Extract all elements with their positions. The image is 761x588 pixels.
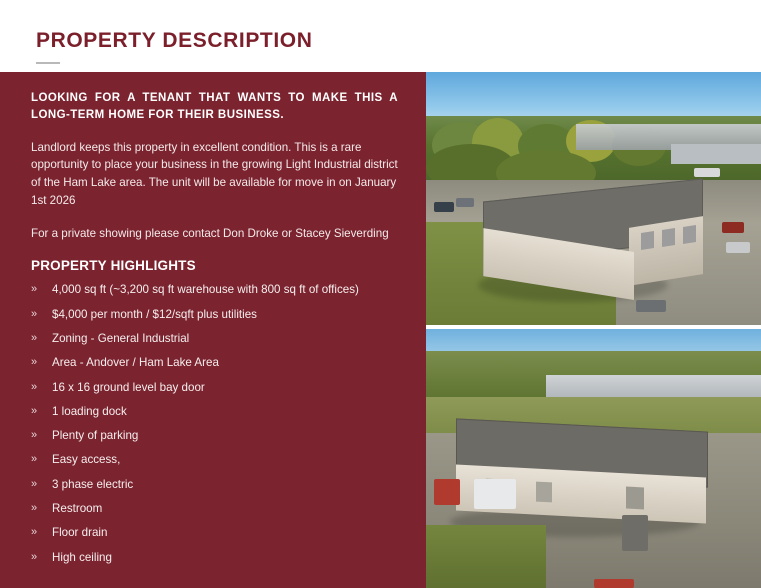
red-equipment [594, 579, 634, 588]
list-item [31, 452, 398, 469]
list-item [31, 380, 398, 397]
description-paragraph-2: For a private showing please contact Don Droke or Stacey Sieverding [31, 227, 389, 241]
list-item [31, 282, 398, 299]
bullet-icon: » [31, 526, 38, 539]
bullet-icon: » [31, 453, 38, 466]
bullet-icon: » [31, 380, 38, 393]
list-item-label: High ceiling [52, 550, 112, 564]
bullet-icon: » [31, 429, 38, 442]
parked-vehicle [722, 222, 744, 233]
bullet-icon: » [31, 331, 38, 344]
list-item-label: Zoning - General Industrial [52, 331, 190, 345]
bullet-icon: » [31, 477, 38, 490]
bullet-icon: » [31, 283, 38, 296]
red-equipment [434, 479, 460, 505]
list-item-label: Plenty of parking [52, 429, 139, 443]
background-buildings-secondary [671, 144, 761, 164]
bullet-icon: » [31, 550, 38, 563]
list-item-label: Restroom [52, 502, 103, 516]
list-item-label: 3 phase electric [52, 477, 134, 491]
bullet-icon: » [31, 307, 38, 320]
overhead-door [683, 225, 696, 244]
parked-vehicle [726, 242, 750, 253]
title-divider [36, 62, 60, 64]
lead-statement: LOOKING FOR A TENANT THAT WANTS TO MAKE THIS A LONG-TERM HOME FOR THEIR BUSINESS. [31, 92, 398, 122]
list-item [31, 428, 398, 445]
dumpster [622, 515, 648, 551]
list-item-label: Floor drain [52, 526, 108, 540]
list-item-label: 16 x 16 ground level bay door [52, 380, 205, 394]
list-item [31, 355, 398, 372]
list-item [31, 404, 398, 421]
overhead-door [641, 231, 654, 250]
property-photo-bottom [426, 329, 761, 588]
bullet-icon: » [31, 404, 38, 417]
list-item [31, 525, 398, 542]
overhead-door [662, 228, 675, 247]
page-header [0, 0, 761, 72]
list-item [31, 477, 398, 494]
list-item [31, 550, 398, 567]
parked-vehicle [636, 300, 666, 312]
bullet-icon: » [31, 502, 38, 515]
list-item [31, 331, 398, 348]
list-item-label: 1 loading dock [52, 404, 127, 418]
list-item-label: $4,000 per month / $12/sqft plus utilities [52, 307, 257, 321]
list-item-label: Easy access, [52, 453, 121, 467]
bullet-icon: » [31, 356, 38, 369]
list-item-label: 4,000 sq ft (~3,200 sq ft warehouse with 800 sq ft of offices) [52, 283, 359, 297]
overhead-door [536, 482, 552, 503]
parked-vehicle [694, 168, 720, 177]
loading-dock-door [626, 487, 644, 510]
page-title: PROPERTY DESCRIPTION [36, 29, 313, 52]
list-item-label: Area - Andover / Ham Lake Area [52, 356, 219, 370]
list-item [31, 307, 398, 324]
property-highlights-list [31, 282, 398, 566]
list-item [31, 501, 398, 518]
property-photo-top [426, 72, 761, 325]
property-highlights-title: PROPERTY HIGHLIGHTS [31, 258, 196, 274]
grass-area [426, 525, 546, 588]
description-paragraph-1: Landlord keeps this property in excellent condition. This is a rare opportunity to place your business in the growing Light Industrial district of the Ham Lake area. The unit will be available for move in on January 1st 2026 [31, 140, 398, 208]
parked-vehicle [456, 198, 474, 207]
box-truck [474, 479, 516, 509]
parked-vehicle [434, 202, 454, 212]
description-panel [0, 72, 426, 588]
